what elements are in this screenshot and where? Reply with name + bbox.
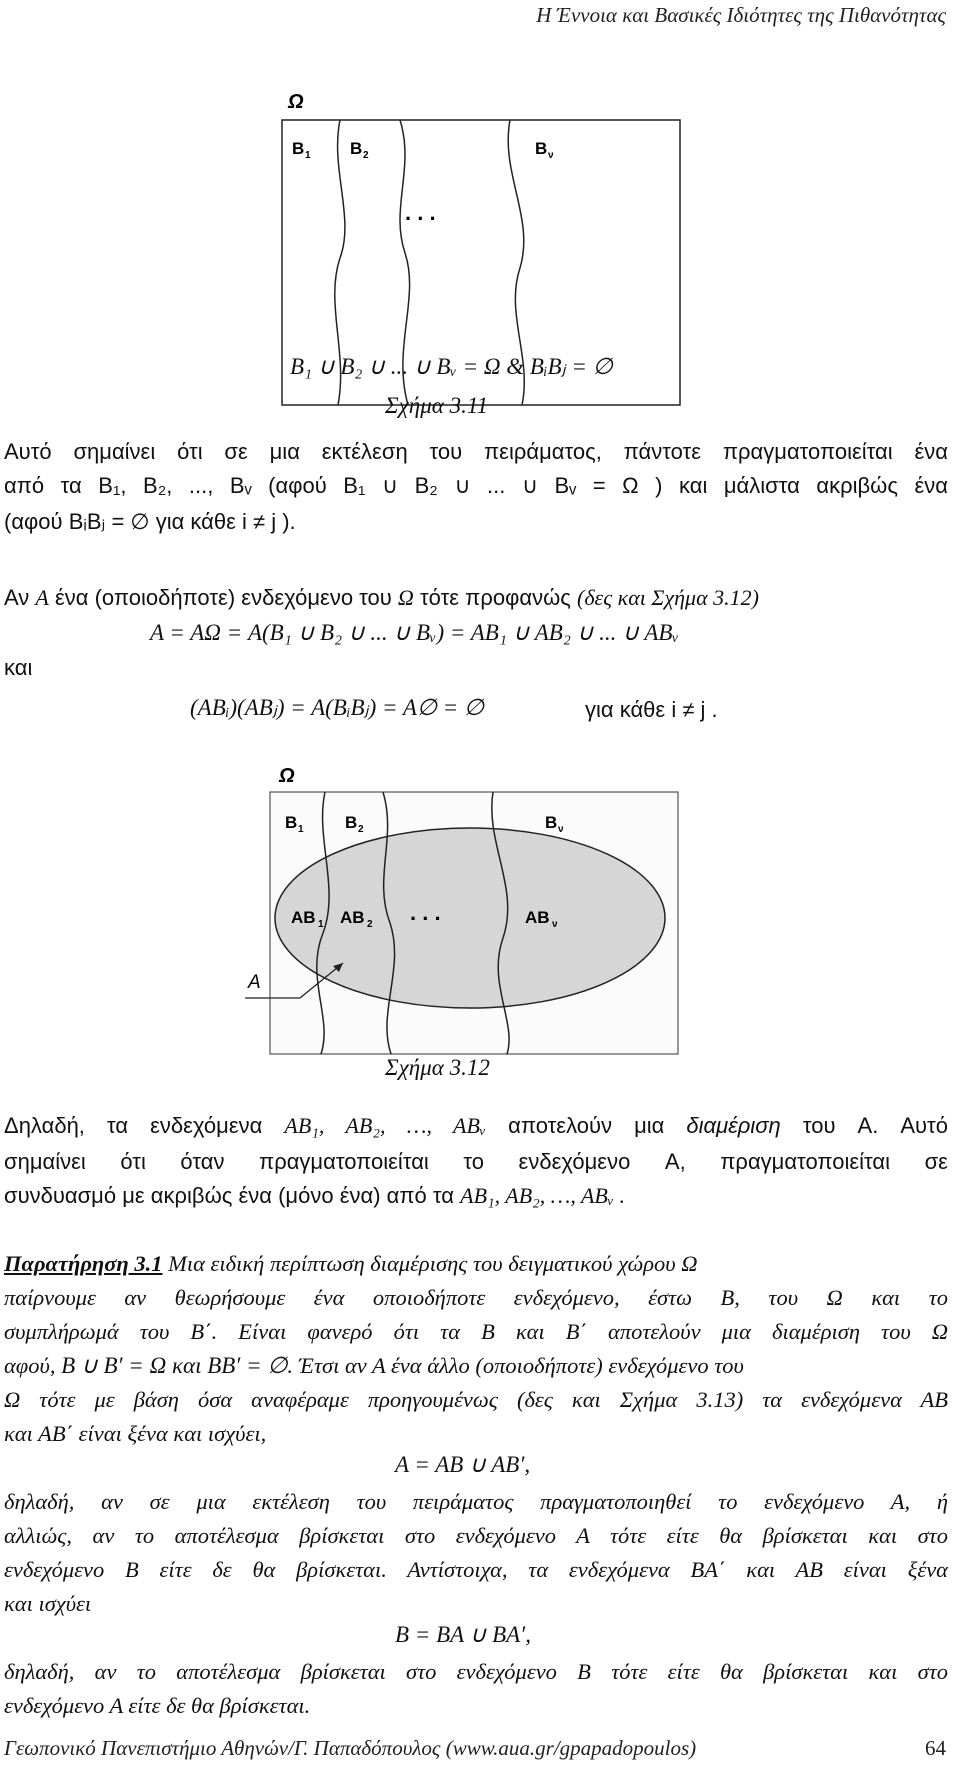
- equation-a-decomposition: A = AΩ = A(B₁ ∪ B₂ ∪ ... ∪ Bᵥ) = AB₁ ∪ AB₂ ∪ ... ∪ ABᵥ: [150, 620, 679, 645]
- fig2-label-ab1: AB: [291, 908, 316, 927]
- fig2-sub-2: 2: [358, 824, 364, 835]
- fig2-inner-sub-1: 1: [318, 919, 324, 930]
- fig2-inner-sub-2: 2: [367, 919, 373, 930]
- fig2-sub-1: 1: [298, 824, 304, 835]
- remark-line5: Ω τότε με βάση όσα αναφέραμε προηγουμένως (δες και Σχήμα 3.13) τα ενδεχόμενα ΑΒ: [4, 1387, 948, 1412]
- para3-line3: συνδυασμό με ακριβώς ένα (μόνο ένα) από τα AB₁, AB₂, …, ABᵥ .: [4, 1183, 625, 1208]
- set-sub-2: 2: [363, 150, 369, 161]
- remark-line8: αλλιώς, αν το αποτέλεσμα βρίσκεται στο ενδεχόμενο Α τότε είτε θα βρίσκεται και στο: [4, 1523, 948, 1548]
- figure-3-12: [245, 758, 685, 1058]
- set-sub-v: ν: [548, 150, 554, 161]
- equation-b-ba: B = BA ∪ BA′,: [395, 1622, 531, 1647]
- set-label-bv: B: [535, 139, 548, 158]
- figure1-caption: Σχήμα 3.11: [385, 393, 489, 418]
- omega-label-fig1: Ω: [288, 91, 304, 113]
- para1-line1: Αυτό σημαίνει ότι σε μια εκτέλεση του πειράματος, πάντοτε πραγματοποιείται ένα: [4, 439, 948, 464]
- set-sub-1: 1: [305, 150, 311, 161]
- fig2-label-b1: B: [285, 813, 298, 832]
- para1-line3: (αφού BᵢBⱼ = ∅ για κάθε i ≠ j ).: [4, 509, 296, 534]
- figure2-caption: Σχήμα 3.12: [385, 1055, 490, 1080]
- ellipsis-fig1: . . .: [405, 200, 436, 225]
- running-header: Η Έννοια και Βασικές Ιδιότητες της Πιθανότητας: [536, 3, 946, 27]
- para1-line2: από τα B₁, B₂, ..., Bᵥ (αφού B₁ ∪ B₂ ∪ ... ∪ Bᵥ = Ω ) και μάλιστα ακριβώς ένα: [4, 473, 948, 498]
- remark-line2: παίρνουμε αν θεωρήσουμε ένα οποιοδήποτε ενδεχόμενο, έστω Β, του Ω και το: [4, 1285, 948, 1310]
- fig2-label-abv: AB: [525, 908, 550, 927]
- remark-line6: και ΑΒ΄ είναι ξένα και ισχύει,: [4, 1421, 267, 1446]
- fig2-label-b2: B: [345, 813, 358, 832]
- equation-disjoint: (ABᵢ)(ABⱼ) = A(BᵢBⱼ) = A∅ = ∅: [190, 695, 484, 720]
- set-label-b2: B: [350, 139, 363, 158]
- remark-line10: και ισχύει: [4, 1591, 92, 1616]
- remark-title: Παρατήρηση 3.1: [4, 1251, 163, 1276]
- para3-line1: Δηλαδή, τα ενδεχόμενα AB₁, AB₂, …, ABᵥ αποτελούν μια διαμέριση του A. Αυτό: [4, 1113, 948, 1138]
- equation-disjoint-tail: για κάθε i ≠ j .: [585, 697, 718, 722]
- remark-line1: Παρατήρηση 3.1 Μια ειδική περίπτωση διαμέρισης του δειγματικού χώρου Ω: [4, 1251, 698, 1276]
- fig2-sub-v: ν: [558, 824, 564, 835]
- remark-line7: δηλαδή, αν σε μια εκτέλεση του πειράματος πραγματοποιηθεί το ενδεχόμενο Α, ή: [4, 1489, 948, 1514]
- fig2-a-label: A: [248, 972, 261, 993]
- para2-line1: Αν A ένα (οποιοδήποτε) ενδεχόμενο του Ω τότε προφανώς (δες και Σχήμα 3.12): [4, 585, 759, 610]
- footer-source: Γεωπονικό Πανεπιστήμιο Αθηνών/Γ. Παπαδόπουλος (www.aua.gr/gpapadopoulos): [4, 1736, 697, 1760]
- fig2-label-bv: B: [545, 813, 558, 832]
- remark-line9: ενδεχόμενο Β είτε δε θα βρίσκεται. Αντίστοιχα, τα ενδεχόμενα ΒΑ΄ και ΑΒ είναι ξένα: [4, 1557, 948, 1582]
- remark-line3: συμπλήρωμά του Β΄. Είναι φανερό ότι τα Β και Β΄ αποτελούν μια διαμέριση του Ω: [4, 1319, 948, 1344]
- remark-line12: ενδεχόμενο Α είτε δε θα βρίσκεται.: [4, 1693, 311, 1718]
- para3-line2: σημαίνει ότι όταν πραγματοποιείται το ενδεχόμενο A, πραγματοποιείται σε: [4, 1149, 948, 1174]
- fig2-label-ab2: AB: [340, 908, 365, 927]
- event-a-ellipse: [275, 828, 665, 1008]
- equation-a-ab: A = AB ∪ AB′,: [395, 1452, 531, 1477]
- omega-label-fig2: Ω: [279, 765, 295, 787]
- remark-line11: δηλαδή, αν το αποτέλεσμα βρίσκεται στο ενδεχόμενο Β τότε είτε θα βρίσκεται και στο: [4, 1659, 948, 1684]
- figure1-formula: B₁ ∪ B₂ ∪ ... ∪ Bᵥ = Ω & BᵢBⱼ = ∅: [290, 354, 613, 379]
- remark-line4: αφού, B ∪ B′ = Ω και BB′ = ∅. Έτσι αν Α ένα άλλο (οποιοδήποτε) ενδεχόμενο του: [4, 1353, 744, 1378]
- and-word: και: [4, 655, 33, 680]
- ellipsis-fig2: . . .: [410, 900, 441, 925]
- fig2-inner-sub-v: ν: [552, 919, 558, 930]
- page-number: 64: [925, 1736, 946, 1760]
- set-label-b1: B: [292, 139, 305, 158]
